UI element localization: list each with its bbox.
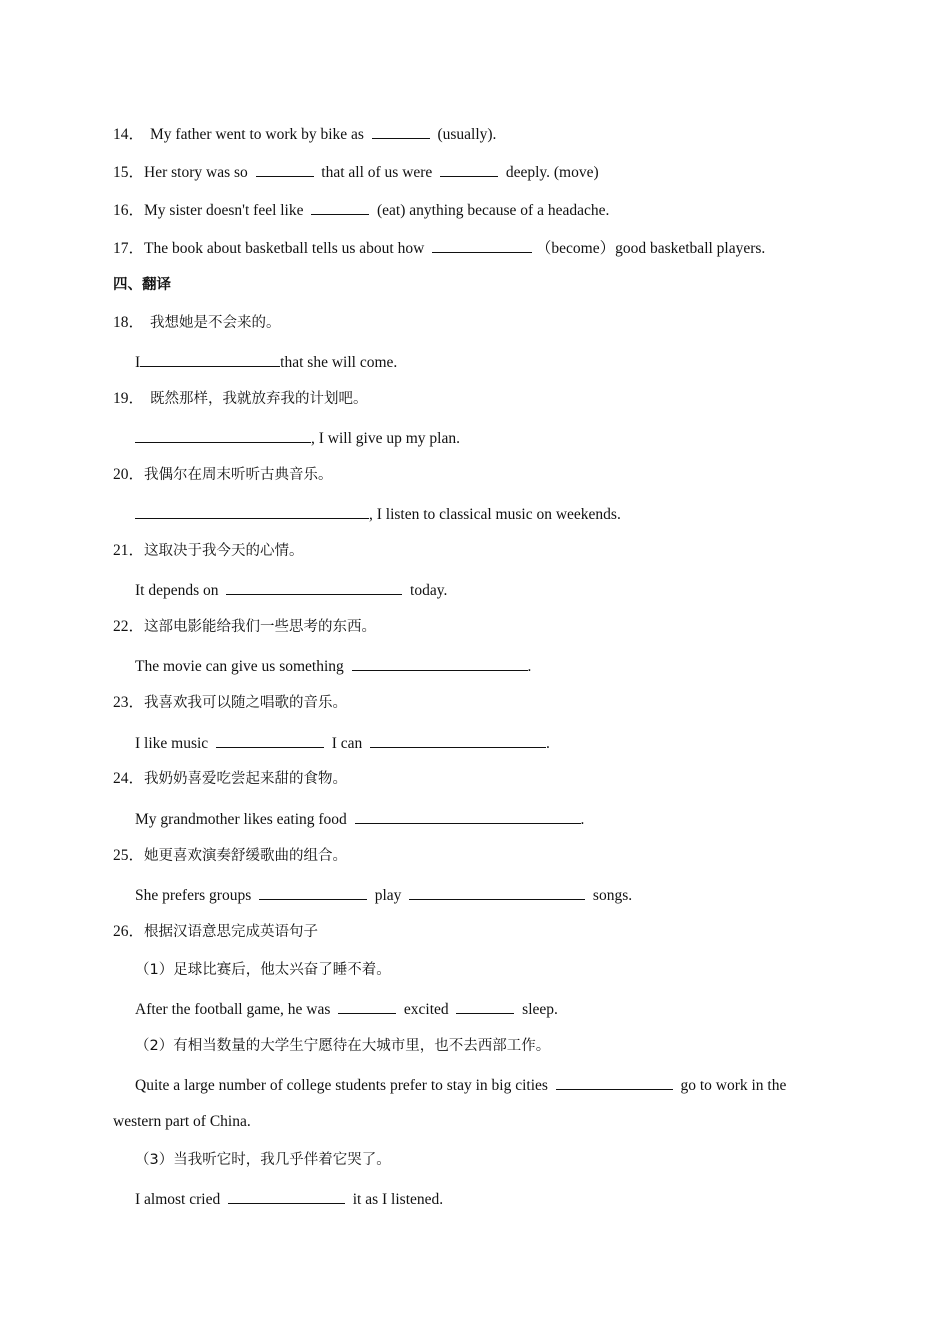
question-19 — [113, 389, 368, 409]
answer-text: , I listen to classical music on weekends. — [369, 506, 621, 523]
answer-line-26-3 — [135, 1188, 443, 1210]
answer-blank[interactable] — [311, 199, 369, 215]
answer-text: I like music — [135, 735, 209, 752]
answer-text: that she will come. — [280, 354, 398, 371]
answer-text: She prefers groups — [135, 887, 252, 904]
question-23 — [113, 693, 347, 713]
sub-question-2-prompt: （2）有相当数量的大学生宁愿待在大城市里，也不去西部工作。 — [135, 1038, 551, 1054]
answer-line-26-1 — [135, 998, 558, 1020]
answer-line-22 — [135, 655, 531, 677]
answer-text: Quite a large number of college students prefer to stay in big cities — [135, 1077, 548, 1094]
answer-blank[interactable] — [135, 503, 369, 519]
question-25 — [113, 846, 347, 866]
section-heading: 四、翻译 — [113, 277, 171, 293]
question-text: (eat) anything because of a headache. — [377, 202, 610, 219]
question-number: 14． — [113, 126, 145, 143]
question-number: 18． — [113, 314, 145, 331]
answer-blank[interactable] — [256, 161, 314, 177]
question-number: 25． — [113, 847, 145, 864]
answer-text: songs. — [592, 887, 633, 904]
question-18 — [113, 313, 281, 333]
answer-blank[interactable] — [556, 1074, 673, 1090]
question-number: 22． — [113, 618, 145, 635]
answer-text: it as I listened. — [352, 1191, 444, 1208]
answer-blank[interactable] — [226, 579, 402, 595]
answer-blank[interactable] — [355, 808, 581, 824]
answer-blank[interactable] — [259, 884, 367, 900]
answer-blank[interactable] — [216, 732, 324, 748]
answer-blank[interactable] — [432, 237, 532, 253]
answer-line-21 — [135, 579, 447, 601]
answer-text: The movie can give us something — [135, 658, 344, 675]
answer-text: It depends on — [135, 582, 219, 599]
question-number: 17． — [113, 240, 145, 257]
question-21 — [113, 541, 304, 561]
answer-line-19 — [135, 427, 460, 449]
question-text: My sister doesn't feel like — [144, 202, 304, 219]
question-number: 15． — [113, 164, 145, 181]
answer-blank[interactable] — [140, 351, 280, 367]
question-text: （become）good basketball players. — [535, 240, 766, 257]
answer-text: After the football game, he was — [135, 1001, 331, 1018]
answer-line-24 — [135, 808, 584, 830]
answer-blank[interactable] — [338, 998, 396, 1014]
question-number: 23． — [113, 694, 145, 711]
answer-line-18 — [135, 351, 397, 373]
question-number: 24． — [113, 770, 145, 787]
question-text: (usually). — [437, 126, 497, 143]
answer-text: I can — [331, 735, 363, 752]
answer-text: play — [374, 887, 402, 904]
answer-text: excited — [403, 1001, 449, 1018]
chinese-prompt: 她更喜欢演奏舒缓歌曲的组合。 — [144, 848, 348, 864]
chinese-prompt: 我奶奶喜爱吃尝起来甜的食物。 — [144, 771, 348, 787]
answer-blank[interactable] — [440, 161, 498, 177]
question-17 — [113, 237, 765, 259]
question-text: that all of us were — [321, 164, 433, 181]
answer-blank[interactable] — [409, 884, 585, 900]
question-number: 26． — [113, 923, 145, 940]
question-14 — [113, 123, 496, 145]
question-text: My father went to work by bike as — [150, 126, 364, 143]
question-number: 16． — [113, 202, 145, 219]
chinese-prompt: 我喜欢我可以随之唱歌的音乐。 — [144, 695, 348, 711]
chinese-prompt: 我偶尔在周末听听古典音乐。 — [144, 467, 333, 483]
question-text: The book about basketball tells us about how — [144, 240, 425, 257]
chinese-prompt: 既然那样，我就放弃我的计划吧。 — [150, 391, 368, 407]
chinese-prompt: 这部电影能给我们一些思考的东西。 — [144, 619, 377, 635]
answer-text: sleep. — [522, 1001, 558, 1018]
answer-line-26-2-cont: western part of China. — [113, 1113, 251, 1130]
answer-blank[interactable] — [352, 655, 528, 671]
answer-line-26-2 — [135, 1074, 786, 1096]
answer-line-20 — [135, 503, 621, 525]
question-20 — [113, 465, 333, 485]
answer-blank[interactable] — [135, 427, 311, 443]
sub-question-1-prompt: （1）足球比赛后，他太兴奋了睡不着。 — [135, 962, 391, 978]
question-15 — [113, 161, 599, 183]
answer-text: . — [545, 735, 550, 752]
question-text: Her story was so — [144, 164, 248, 181]
answer-line-23 — [135, 732, 550, 754]
sub-question-3-prompt: （3）当我听它时，我几乎伴着它哭了。 — [135, 1152, 391, 1168]
chinese-prompt: 我想她是不会来的。 — [150, 315, 281, 331]
question-number: 20． — [113, 466, 145, 483]
question-number: 21． — [113, 542, 145, 559]
question-text: deeply. (move) — [505, 164, 599, 181]
answer-text: today. — [410, 582, 448, 599]
answer-text: My grandmother likes eating food — [135, 811, 347, 828]
chinese-prompt: 根据汉语意思完成英语句子 — [144, 924, 319, 940]
chinese-prompt: 这取决于我今天的心情。 — [144, 543, 304, 559]
question-26 — [113, 922, 318, 942]
answer-text: go to work in the — [680, 1077, 787, 1094]
answer-blank[interactable] — [456, 998, 514, 1014]
question-22 — [113, 617, 376, 637]
answer-blank[interactable] — [228, 1188, 345, 1204]
question-number: 19． — [113, 390, 145, 407]
question-16 — [113, 199, 609, 221]
question-24 — [113, 769, 347, 789]
answer-blank[interactable] — [370, 732, 546, 748]
answer-line-25 — [135, 884, 632, 906]
answer-text: . — [580, 811, 585, 828]
answer-text: I — [135, 354, 141, 371]
answer-text: , I will give up my plan. — [311, 430, 460, 447]
answer-blank[interactable] — [372, 123, 430, 139]
answer-text: . — [527, 658, 532, 675]
answer-text: I almost cried — [135, 1191, 221, 1208]
